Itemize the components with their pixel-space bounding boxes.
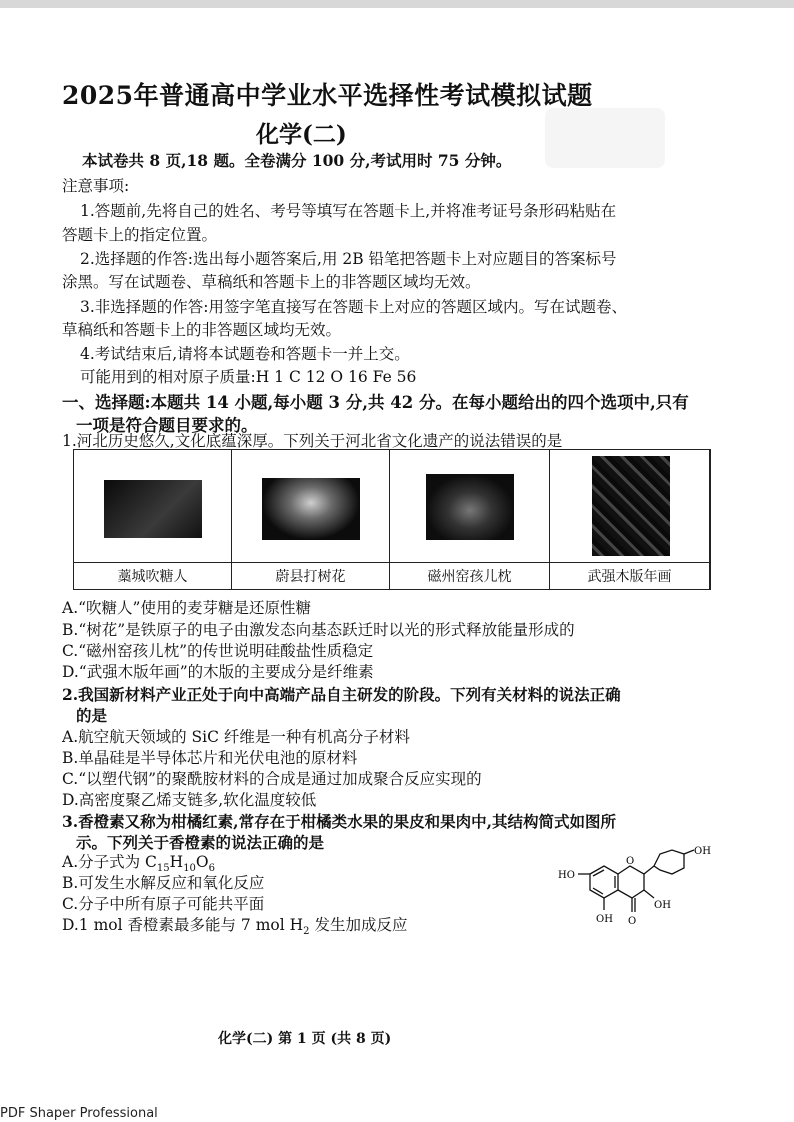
q1-image-table: [73, 449, 711, 590]
q3-option-d: [62, 913, 407, 937]
notice-2b: 涂黑。写在试题卷、草稿纸和答题卡上的非答题区域均无效。: [62, 273, 481, 291]
q1-option-d: D.“武强木版年画”的木版的主要成分是纤维素: [62, 663, 374, 681]
q1-option-a: A.“吹糖人”使用的麦芽糖是还原性糖: [62, 599, 311, 617]
q3-stem-1: 3.香橙素又称为柑橘红素,常存在于柑橘类水果的果皮和果肉中,其结构简式如图所: [62, 812, 616, 831]
pdf-watermark: PDF Shaper Professional: [0, 1106, 158, 1121]
q3-option-a-o-label: O: [195, 853, 209, 871]
structure-label-o-carbonyl: O: [628, 916, 637, 927]
notice-3a: 3.非选择题的作答:用签字笔直接写在答题卡上对应的答题区域内。写在试题卷、: [80, 298, 628, 316]
q1-option-b: B.“树花”是铁原子的电子由激发态向基态跃迁时以光的形式释放能量形成的: [62, 621, 575, 639]
exam-intro: 本试卷共 8 页,18 题。全卷满分 100 分,考试用时 75 分钟。: [82, 151, 512, 170]
atomic-masses: 可能用到的相对原子质量:H 1 C 12 O 16 Fe 56: [80, 368, 417, 386]
structure-label-oh-top: OH: [694, 846, 711, 857]
notice-label: 注意事项:: [62, 177, 130, 195]
scan-stain: [545, 108, 665, 168]
q1-cell-3: [390, 450, 550, 589]
q1-caption-2: 蔚县打树花: [275, 569, 346, 585]
q3-option-a-h: 10: [183, 863, 196, 875]
structure-label-oh-right: OH: [654, 900, 671, 911]
sugar-blowing-photo: [104, 480, 202, 538]
q1-caption-1: 藁城吹糖人: [117, 569, 188, 585]
q1-caption-divider: [74, 562, 710, 563]
q1-caption-3: 磁州窑孩儿枕: [427, 569, 512, 585]
q3-option-a-prefix: A.分子式为 C: [62, 853, 157, 871]
q3-option-d-suffix: 发生加成反应: [309, 916, 408, 934]
q2-option-b: B.单晶硅是半导体芯片和光伏电池的原材料: [62, 749, 358, 767]
notice-3b: 草稿纸和答题卡上的非答题区域均无效。: [62, 321, 342, 339]
scan-top-edge: [0, 0, 794, 8]
section-1-header: 一、选择题:本题共 14 小题,每小题 3 分,共 42 分。在每小题给出的四个选项中,只有: [62, 393, 689, 412]
page-title: 2025年普通高中学业水平选择性考试模拟试题: [62, 81, 593, 110]
q3-option-a-h-label: H: [169, 853, 184, 871]
q2-option-c: C.“以塑代钢”的聚酰胺材料的合成是通过加成聚合反应实现的: [62, 770, 482, 788]
q3-option-c: C.分子中所有原子可能共平面: [62, 895, 265, 913]
q3-option-a-o: 6: [208, 863, 216, 875]
q3-option-d-sub: 2: [303, 926, 310, 938]
q3-stem-2: 示。下列关于香橙素的说法正确的是: [76, 833, 325, 852]
iron-flower-photo: [262, 478, 360, 540]
q1-cell-4: [550, 450, 710, 589]
page-footer: 化学(二) 第 1 页 (共 8 页): [218, 1031, 392, 1047]
notice-4: 4.考试结束后,请将本试题卷和答题卡一并上交。: [80, 345, 410, 363]
q3-option-d-prefix: D.1 mol 香橙素最多能与 7 mol H: [62, 916, 304, 934]
q2-stem-2: 的是: [76, 706, 108, 725]
flavonoid-structure: [548, 846, 718, 942]
q3-option-b: B.可发生水解反应和氧化反应: [62, 874, 265, 892]
q3-option-a-c: 15: [156, 863, 170, 875]
q2-option-d: D.高密度聚乙烯支链多,软化温度较低: [62, 791, 317, 809]
q2-option-a: A.航空航天领域的 SiC 纤维是一种有机高分子材料: [62, 728, 410, 746]
page-subtitle: 化学(二): [256, 121, 347, 148]
q1-stem: 1.河北历史悠久,文化底蕴深厚。下列关于河北省文化遗产的说法错误的是: [62, 432, 563, 450]
woodblock-print-photo: [592, 456, 670, 556]
ceramic-pillow-photo: [426, 474, 514, 540]
structure-label-oh-bottom: OH: [596, 914, 613, 925]
structure-label-ho-left: HO: [558, 870, 575, 881]
q1-caption-4: 武强木版年画: [587, 569, 672, 585]
q1-option-c: C.“磁州窑孩儿枕”的传世说明硅酸盐性质稳定: [62, 642, 374, 660]
q2-stem-1: 2.我国新材料产业正处于向中高端产品自主研发的阶段。下列有关材料的说法正确: [62, 685, 621, 704]
notice-1b: 答题卡上的指定位置。: [62, 226, 218, 244]
q1-cell-2: [232, 450, 390, 589]
q1-cell-1: [74, 450, 232, 589]
notice-2a: 2.选择题的作答:选出每小题答案后,用 2B 铅笔把答题卡上对应题目的答案标号: [80, 250, 617, 268]
notice-1a: 1.答题前,先将自己的姓名、考号等填写在答题卡上,并将准考证号条形码粘贴在: [80, 202, 617, 220]
structure-label-o-ring: O: [626, 856, 635, 867]
section-1-header-cont: 一项是符合题目要求的。: [76, 416, 258, 435]
